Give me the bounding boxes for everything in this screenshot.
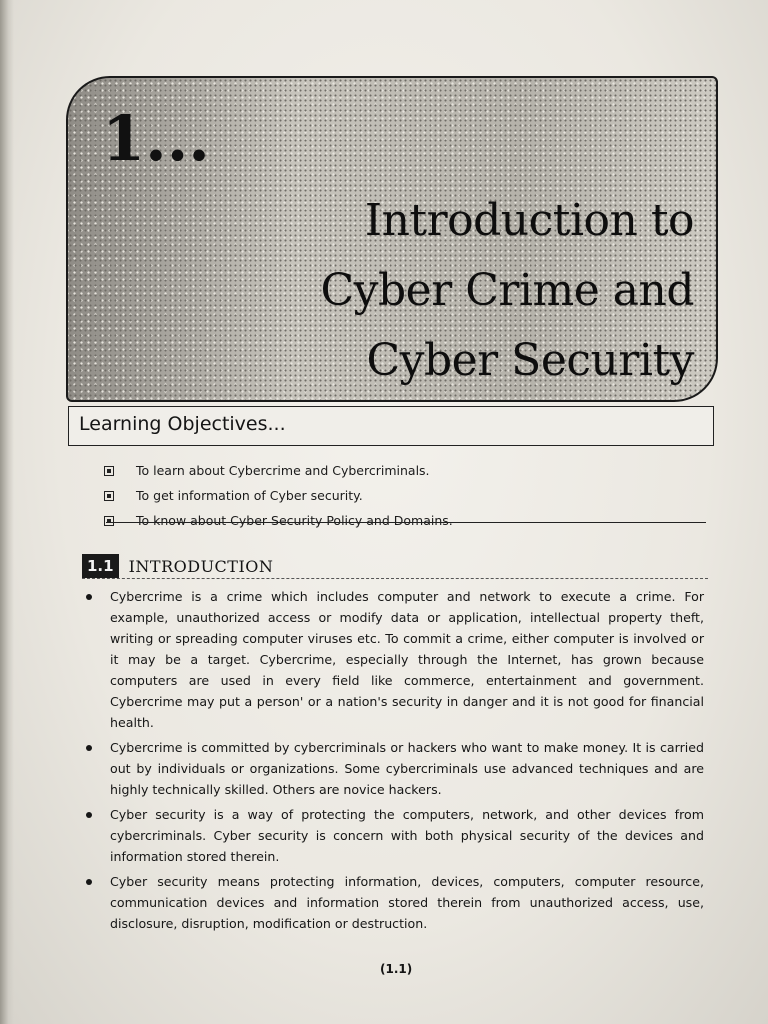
objective-item bbox=[104, 508, 704, 533]
learning-objectives-title: Learning Objectives... bbox=[79, 413, 286, 435]
bullet-paragraph bbox=[86, 737, 704, 800]
bullet-paragraph bbox=[86, 586, 704, 733]
bullet-dot-icon bbox=[86, 812, 92, 818]
section-heading bbox=[82, 552, 708, 580]
section-number-badge: 1.1 bbox=[82, 554, 119, 578]
page-number: (1.1) bbox=[380, 962, 413, 976]
objective-text: To get information of Cyber security. bbox=[136, 488, 363, 503]
chapter-header-box bbox=[66, 76, 718, 402]
bullet-paragraph bbox=[86, 871, 704, 934]
square-bullet-icon bbox=[104, 516, 114, 526]
paragraph-text: Cyber security means protecting information, devices, computers, computer resource, communication devices and information stored therein from unauthorized access, use, disclosure, disruption, modification or destruction. bbox=[110, 874, 704, 931]
chapter-number: 1... bbox=[102, 102, 210, 175]
section-title: INTRODUCTION bbox=[128, 556, 274, 576]
page-binding-shadow bbox=[0, 0, 14, 1024]
chapter-title-line: Cyber Security bbox=[366, 335, 694, 386]
paragraph-text: Cybercrime is committed by cybercriminals or hackers who want to make money. It is carried out by individuals or organizations. Some cybercriminals use advanced techniques and are highly technically skilled. Others are novice hackers. bbox=[110, 740, 704, 797]
bullet-dot-icon bbox=[86, 594, 92, 600]
bullet-dot-icon bbox=[86, 745, 92, 751]
objective-text: To know about Cyber Security Policy and Domains. bbox=[136, 513, 453, 528]
body-text bbox=[86, 586, 704, 938]
chapter-title-line: Cyber Crime and bbox=[320, 265, 694, 316]
bullet-dot-icon bbox=[86, 879, 92, 885]
paragraph-text: Cyber security is a way of protecting the computers, network, and other devices from cybercriminals. Cyber security is concern with both physical security of the devices and information stored therein. bbox=[110, 807, 704, 864]
chapter-title bbox=[174, 186, 694, 396]
objective-text: To learn about Cybercrime and Cybercriminals. bbox=[136, 463, 430, 478]
bullet-paragraph bbox=[86, 804, 704, 867]
paragraph-text: Cybercrime is a crime which includes computer and network to execute a crime. For example, unauthorized access or modify data or application, intellectual property theft, writing or spreading computer viruses etc. To commit a crime, either computer is involved or it may be a target. Cybercrime, especially through the Internet, has grown because computers are used in every field like commerce, entertainment and government. Cybercrime may put a person' or a nation's security in danger and it is not good for financial health. bbox=[110, 589, 704, 730]
objective-item bbox=[104, 483, 704, 508]
objectives-divider bbox=[106, 522, 706, 523]
section-divider bbox=[82, 578, 708, 579]
chapter-title-line: Introduction to bbox=[364, 195, 694, 246]
learning-objectives-box bbox=[68, 406, 714, 446]
objective-item bbox=[104, 458, 704, 483]
square-bullet-icon bbox=[104, 491, 114, 501]
square-bullet-icon bbox=[104, 466, 114, 476]
